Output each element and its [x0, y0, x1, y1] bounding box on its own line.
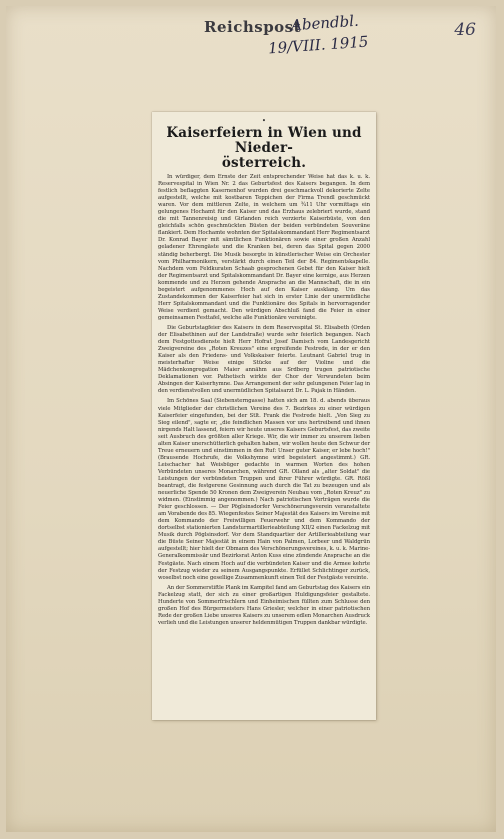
handwritten-source-note: Abendbl.	[290, 11, 360, 35]
article-paragraph: Im Schönes Saal (Siebensterngasse) hatten sich am 18. d. abends überaus viele Mitglieder der christlichen Vereine des 7. Bezirkes zu einer würdigen Kaiserfeier eingefunden, bei der Stlt. Frank die Festrede hielt. „Von Sieg zu Sieg eilend", sagte er, „die feindlichen Massen vor uns hertreibend und ihnen nirgends Halt lassend, feiern wir heute unseres Kaisers Geburtsfest, das zweite seit Ausbruch des größten aller Kriege. Wir, die wir immer zu unserem lieben alten Kaiser unerschütterlich gehalten haben, wir wollen heute den Schwur der Treue erneuern und einstimmen in den Ruf: Unser guter Kaiser, er lebe hoch!" (Brausende Hochrufe, die Volkshymne wird begeistert angestimmt.) GR. Leischacher hat Weisbüger gedachte in warmen Worten des hohen Verbündeten unseres Monarchen, während GR. Olland als „alter Soldat" die Leistungen der verbündeten Truppen und ihrer Führer würdigte. GR. Rößl beantragt, die festgerene Gesinnung auch durch die Tat zu bezeugen und als neuerliche Spende 50 Kronen dem Zweigverein Neubau vom „Roten Kreuz" zu widmen. (Einstimmig angenommen.) Nach patriotischen Vorträgen wurde die Feier geschlossen. — Der Pöglsinsdorfer Verschönerungsverein veranstaltete am Vorabende des 85. Wiegenfestes Seiner Majestät des Kaisers im Vereine mit dem Kommando der Freiwilligen Feuerwehr und dem Kommando der dortselbst stationierten Landsturmartillerieabteilung XII/2 einen Fackelzug mit Musik durch Pöglsinsdorf. Vor dem Standquartier der Artillerieabteilung war die Büste Seiner Majestät in einem Hain von Palmen, Lorbeer und Waldgrün aufgestellt; hier hielt der Obmann des Verschönerungsvereines, k. u. k. Marine-Generalkommissär und Bezirksrat Anton Kuss eine zündende Ansprache an die Festgäste. Nach einem Hoch auf die verbündeten Kaiser und die Armee kehrte der Festzug wieder zu seinem Ausgangspunkte. Erfüllet Schlichtinger zurück, woselbst noch eine gesellige Zusammenkunft einen Teil der Festgäste vereinte.	[158, 398, 370, 581]
article-paragraph: In würdiger, dem Ernste der Zeit entsprechender Weise hat das k. u. k. Reservespital in Wien Nr. 2 das Geburtsfest des Kaisers begangen. In dem festlich beflaggten Kasernenhof wurden drei geschmackvoll dekorierte Zelte aufgestellt, welche mit kostbaren Teppichen der Firma Trendl geschmückt waren. Vor dem mittleren Zelte, in welchem um ¾11 Uhr vormittags ein gelungenes Hochamt für den Kaiser und das Erzhaus zelebriert wurde, stand die mit Tannenreisig und Girlanden reich verzierte Kaiserbüste, von den gleichfalls schön geschmückten Büsten der beiden verbündeten Souveräne flankiert. Dem Hochamte wohnten der Spitalskommandant Herr Regimentsarzt Dr. Konrad Bayer mit sämtlichen Funktionären sowie einer großen Anzahl geladener Ehrengäste und die Kranken bei, deren das Spital gegen 2000 ständig beherbergt. Die Musik besorgte in künstlerischer Weise ein Orchester vom Philharmonikern, verstärkt durch einen Teil der 84. Regimentskapelle. Nachdem vom Feldkuraten Schaab gesprochenen Gebet für den Kaiser hielt der Regimentsarzt und Spitalskommandant Dr. Bayer eine kernige, aus Herzen kommende und zu Herzen gehende Ansprache an die Mannschaft, die in ein begeistert aufgenommenes Hoch auf den Kaiser ausklang. Um das Zustandekommen der Kaiserfeier hat sich in erster Linie der unermüdliche Herr Spitalskommandant und die Funktionäre des Spitals in hervorragender Weise verdient gemacht. Den würdigen Abschluß fand die Feier in einer gemeinsamen Festtafel, welche alle Funktionäre vereinigte.	[158, 174, 370, 321]
headline-line-2: österreich.	[221, 155, 307, 171]
article-headline	[158, 126, 370, 171]
headline-line-1: Kaiserfeiern in Wien und Nieder-	[166, 125, 362, 156]
article-paragraph: An der Sommerstiftle Plank im Kampitel fand am Geburtstag des Kaisers ein Fackelzug statt, der sich zu einer großartigen Huldigungsfeier gestaltete. Hunderte von Sommerfrischlern und Einheimischen füllten zum Schlusse den großen Hof des Bürgermeisters Hans Griesler, welcher in einer patriotischen Rede der großen Liebe unseres Kaisers zu unserem edlen Monarchen Ausdruck verlieh und die Leistungen unserer heldenmütigen Truppen dankbar würdigte.	[158, 584, 370, 626]
article-paragraph: Die Geburtstagfeier des Kaisers in dem Reservespital St. Elisabeth (Orden der Elisabethinen auf der Landstraße) wurde sehr feierlich begangen. Nach dem Festgottesdienste hielt Herr Hofrat Josef Damisch vom Landesgericht Zweigvereine des „Roten Kreuzes" eine ergreifende Festrede, in der er den Kaiser als den Friedens- und Volkskaiser feierte. Leutnant Gabriel trug in meisterhafter Weise einige Stücke auf der Violine und die Mädchenkongregation Maier annähm aus Srdberg trugen patriotische Deklamationen vor. Pathetisch wirkte der Chor der Verwundeten beim Absingen der Kaiserhymne. Das Arrangement der sehr gelungenen Feier lag in den verdienstvollen und unermüdlichen Spitalsarzt Dr. L. Pajak in Händen.	[158, 324, 370, 395]
handwritten-date: 19/VIII. 1915	[267, 32, 369, 58]
page-number: 46	[454, 20, 476, 40]
newspaper-masthead: Reichspost	[204, 18, 302, 36]
scanned-page	[6, 6, 496, 832]
newspaper-clipping	[152, 112, 376, 720]
clipping-ornament-dot: •	[261, 117, 267, 125]
article-body	[158, 174, 370, 627]
